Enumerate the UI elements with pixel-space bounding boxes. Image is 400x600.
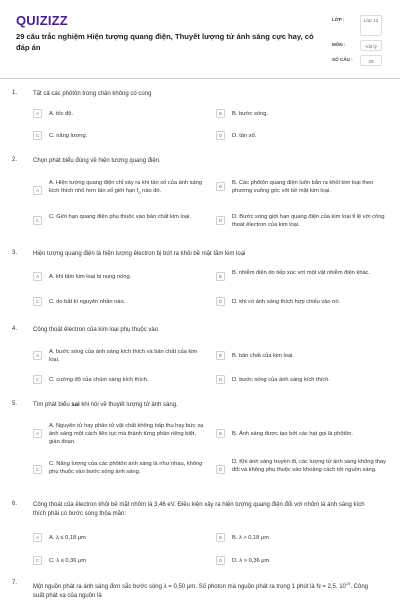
header <box>0 0 400 82</box>
option-text: B. Ánh sáng được tạo bởi các hạt gọi là phôtôn. <box>232 431 353 437</box>
option-text: C. Năng lượng của các phôtôn ánh sáng là như nhau, không phụ thuộc vào bước sóng ánh sáng. <box>49 461 203 476</box>
header-divider <box>0 78 400 79</box>
option-letter-badge: A <box>33 186 42 195</box>
option-text: D. tần số. <box>232 133 257 139</box>
lop-label: LỚP : <box>332 17 345 22</box>
option-text: A. tốc độ. <box>49 111 74 117</box>
so-cau-label: SỐ CÂU : <box>332 57 353 62</box>
option-letter-badge: B <box>216 182 225 191</box>
question-number: 1. <box>12 90 18 96</box>
option-text: C. năng lượng. <box>49 133 88 139</box>
option-text: B. bản chất của kim loại. <box>232 353 294 359</box>
lop-value: Lớp 12 <box>360 15 382 36</box>
option-text: D. bước sóng của ánh sáng kích thích. <box>232 377 330 383</box>
mon-label: MÔN : <box>332 42 346 47</box>
option-text: A. λ ≤ 0,18 μm <box>49 535 86 541</box>
question-number: 2. <box>12 157 18 163</box>
option-text: D. λ > 0,36 μm <box>232 558 270 564</box>
option-text: A. bước sóng của ánh sáng kích thích và bản chất của kim loại. <box>49 349 198 364</box>
option-letter-badge: A <box>33 272 42 281</box>
option-letter-badge: A <box>33 533 42 542</box>
so-cau-value: 29 <box>360 55 382 66</box>
question-text: Công thoát của êlectron khỏi bề mặt nhôm là 3,46 eV. Điều kiện xảy ra hiện tượng quang điện đối với nhôm là ánh sáng kích thích phải có bước sóng thỏa mãn: <box>33 502 365 517</box>
meta-mon <box>332 40 394 52</box>
meta-so-cau <box>332 55 394 67</box>
question-text: Một nguồn phát ra ánh sáng đơn sắc bước sóng λ = 0,50 μm. Số photon mà nguồn phát ra trong 1 phút là N = 2,5. $10^{19}$. Công suất phát xạ của nguồn là <box>33 581 369 599</box>
option-letter-badge: A <box>33 429 42 438</box>
option-text: C. do bất kì nguyên nhân nào. <box>49 299 126 305</box>
option-text: A. khi tấm kim loại bị nung nóng. <box>49 274 132 280</box>
option-letter-badge: D <box>216 297 225 306</box>
option-text: B. nhiễm điện do tiếp xúc với một vật nhiễm điện khác. <box>232 270 371 276</box>
question-number: 7. <box>12 580 18 586</box>
option-letter-badge: A <box>33 351 42 360</box>
option-letter-badge: D <box>216 131 225 140</box>
option-text: B. Các phôtôn quang điện luôn bắn ra khỏi kim loại theo phương vuông góc với bề mặt kim loại. <box>232 180 374 195</box>
question-text: Tất cả các phôtôn trong chân không có cùng <box>33 91 152 97</box>
mon-value: Vật lý <box>360 40 382 51</box>
question-number: 5. <box>12 401 18 407</box>
question-number: 3. <box>12 250 18 256</box>
option-letter-badge: C <box>33 297 42 306</box>
option-letter-badge: C <box>33 375 42 384</box>
option-letter-badge: D <box>216 216 225 225</box>
option-text: C. λ ≤ 0,36 μm <box>49 558 87 564</box>
option-text: B. bước sóng. <box>232 111 268 117</box>
option-letter-badge: C <box>33 216 42 225</box>
emphasis-sai: sai <box>71 402 80 408</box>
option-letter-badge: A <box>33 109 42 118</box>
option-text: D. Khi ánh sáng truyền đi, các lượng tử ánh sáng không thay đổi và không phụ thuộc vào khoảng cách tới nguồn sáng. <box>232 459 386 474</box>
question-text: Tìm phát biểu sai khi nói về thuyết lượng tử ánh sáng. <box>33 402 178 408</box>
option-letter-badge: C <box>33 131 42 140</box>
meta-lop <box>332 15 394 37</box>
question-text: Công thoát êlectron của kim loại phụ thuộc vào <box>33 327 159 333</box>
option-letter-badge: B <box>216 429 225 438</box>
option-text: B. λ > 0,18 μm <box>232 535 269 541</box>
question-number: 6. <box>12 501 18 507</box>
option-text: D. khi có ánh sáng thích hợp chiếu vào nó. <box>232 299 341 305</box>
option-text: C. cường độ của chùm sáng kích thích. <box>49 377 149 383</box>
option-letter-badge: B <box>216 533 225 542</box>
question-number: 4. <box>12 326 18 332</box>
option-letter-badge: B <box>216 109 225 118</box>
option-letter-badge: D <box>216 465 225 474</box>
option-letter-badge: C <box>33 556 42 565</box>
option-text: A. Hiện tượng quang điện chỉ xảy ra khi tần số của ánh sáng kích thích nhỏ hơn tần số giới hạn $f_0$ nào đó. <box>49 180 202 196</box>
option-text: A. Nguyên tử hay phân tử vật chất không hấp thụ hay bức xạ ánh sáng một cách liên tục mà thành từng phần riêng biệt, gián đoạn. <box>49 423 204 446</box>
option-letter-badge: D <box>216 556 225 565</box>
option-text: C. Giới hạn quang điện phụ thuộc vào bản chất kim loại. <box>49 214 191 220</box>
option-letter-badge: C <box>33 465 42 474</box>
quizizz-logo[interactable]: QUIZIZZ <box>16 13 68 28</box>
option-letter-badge: D <box>216 375 225 384</box>
option-text: D. Bước sóng giới hạn quang điện của kim loại tỉ lệ với công thoát êlectron của kim loại. <box>232 214 385 229</box>
document-title: 29 câu trắc nghiệm Hiện tượng quang điện, Thuyết lượng tử ánh sáng cực hay, có đáp án <box>16 32 314 52</box>
question-text: Chọn phát biểu đúng về hiện tượng quang điện. <box>33 158 161 164</box>
option-letter-badge: B <box>216 272 225 281</box>
option-letter-badge: B <box>216 351 225 360</box>
question-text: Hiện tượng quang điện là hiện tượng êlectron bị bứt ra khỏi bề mặt tấm kim loại <box>33 251 246 257</box>
